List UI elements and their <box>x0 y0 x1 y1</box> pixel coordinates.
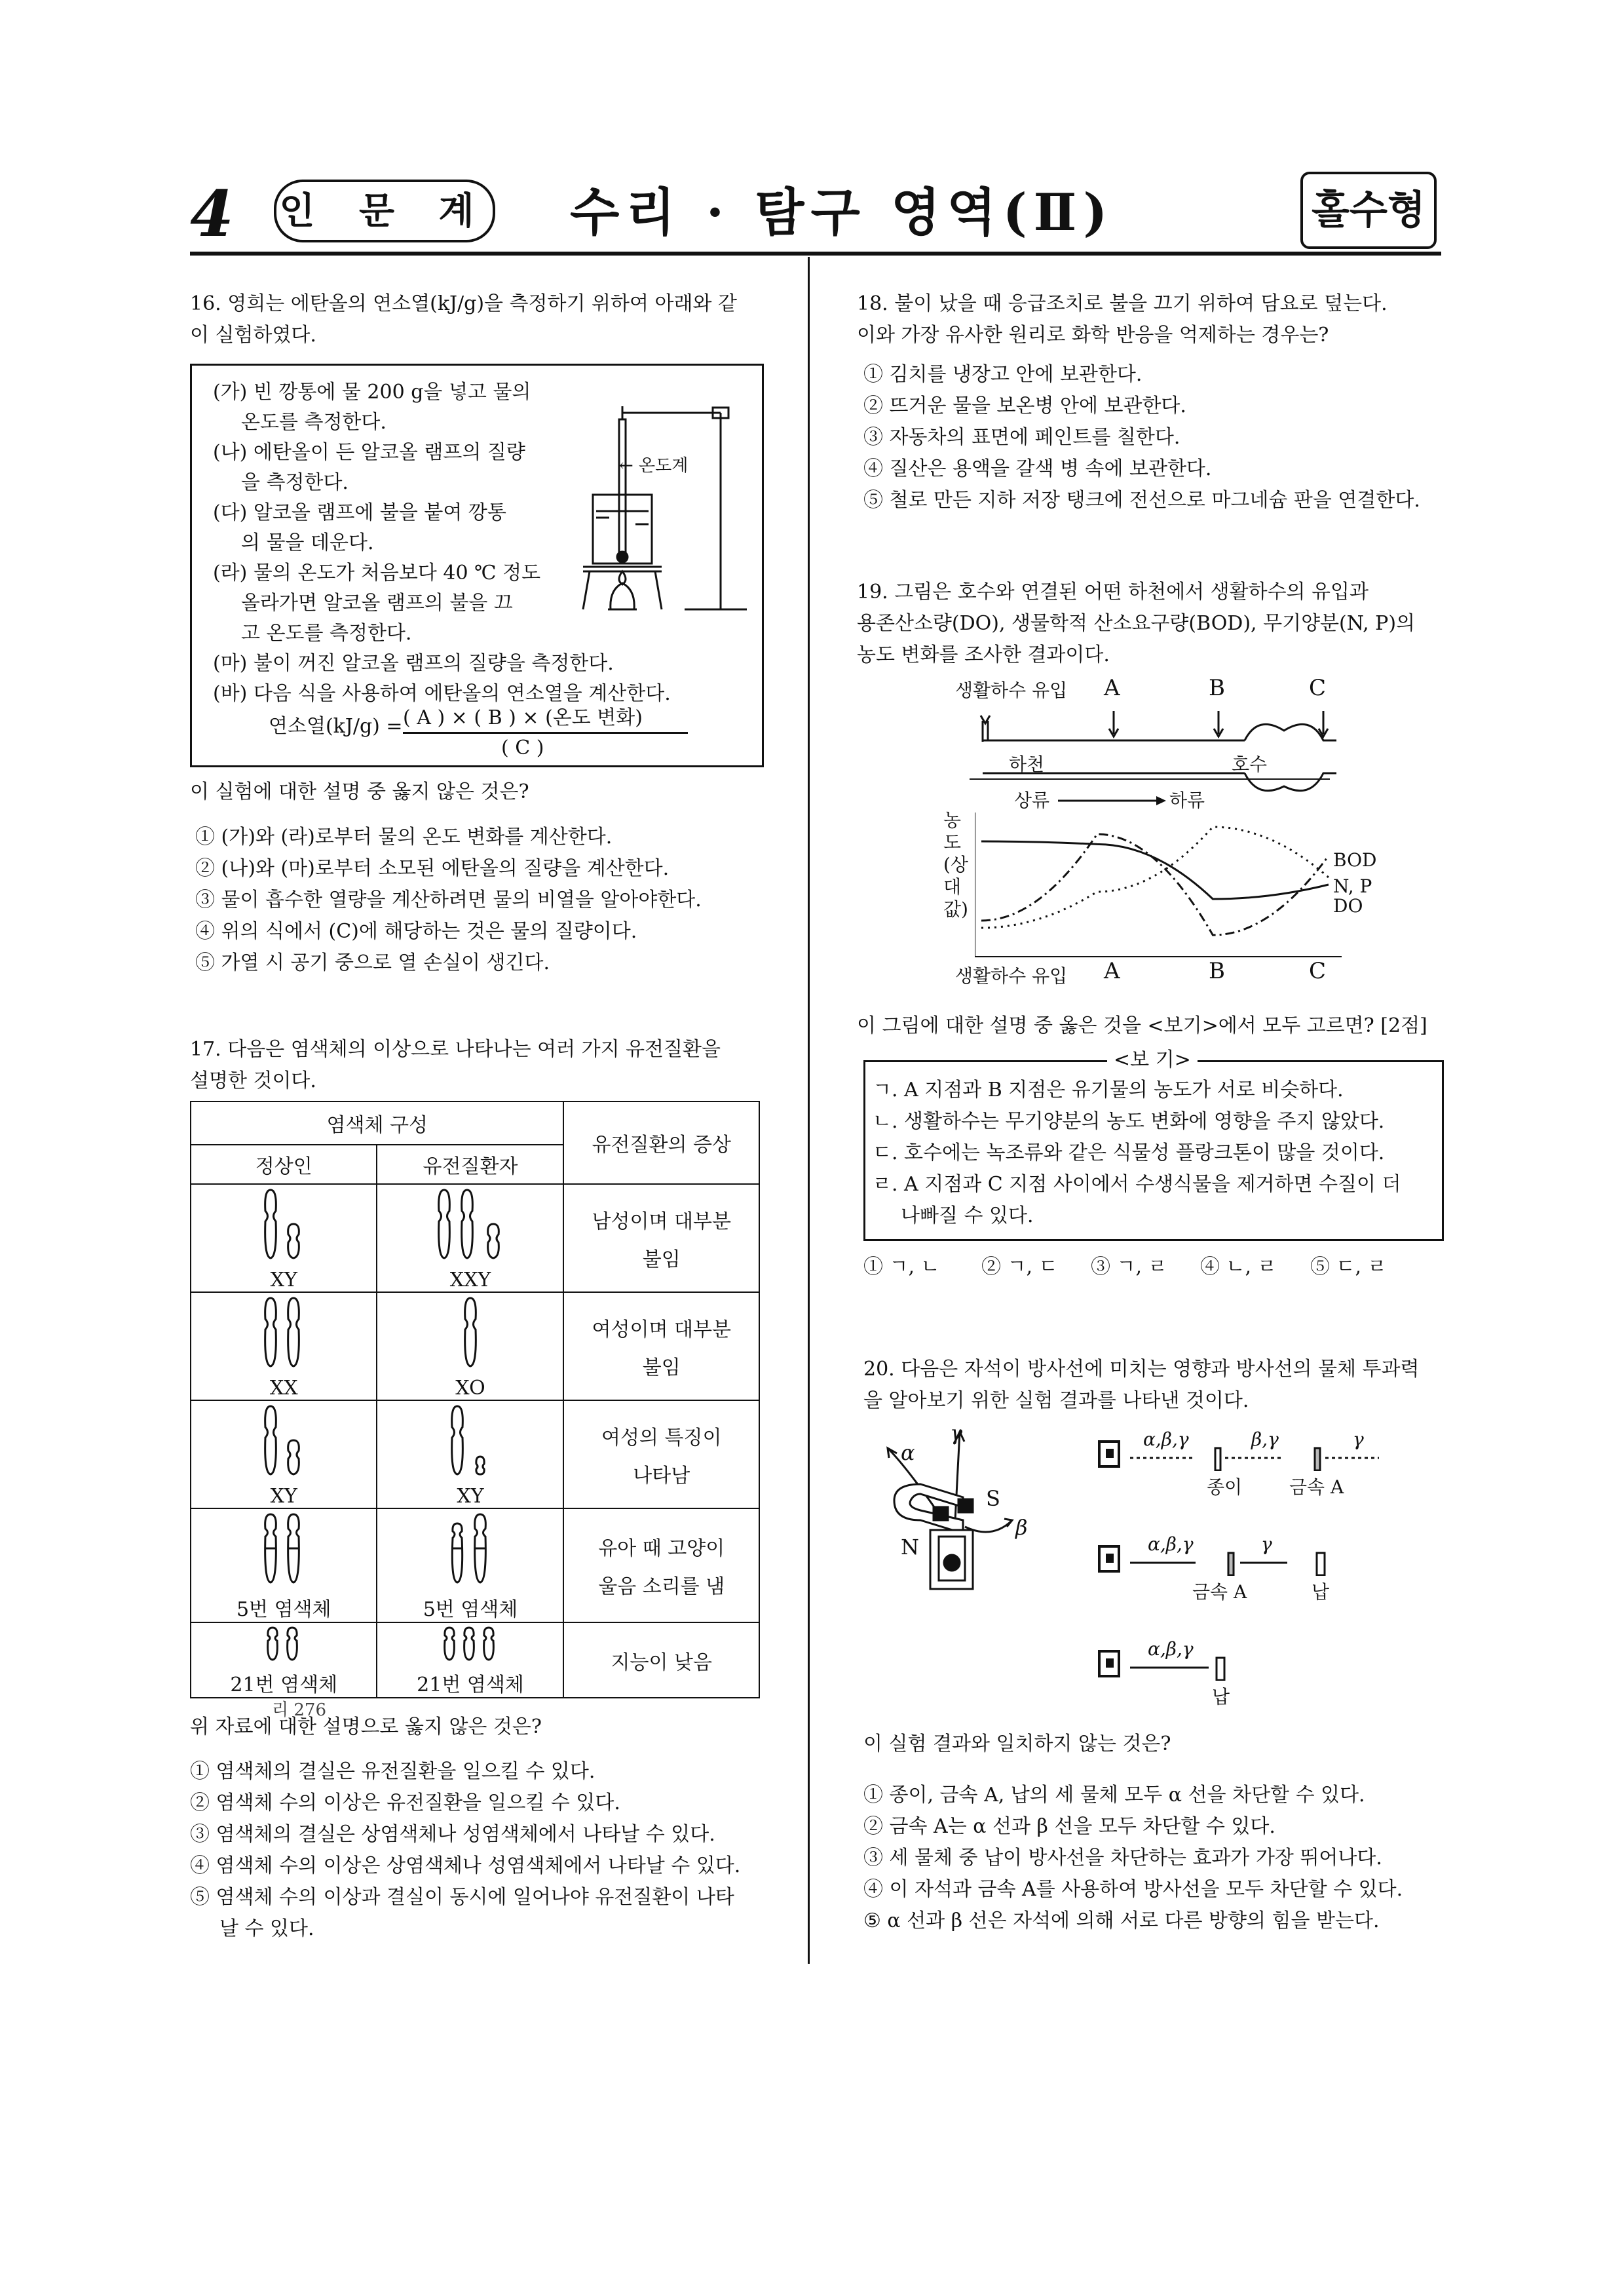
symptom-cell <box>563 1622 759 1698</box>
q20-question: 이 실험 결과와 일치하지 않는 것은? <box>863 1732 1171 1755</box>
q19-option[interactable]: ① ㄱ, ㄴ <box>863 1255 940 1278</box>
magnet-n-pole: N <box>901 1535 919 1559</box>
radiation-source-icon <box>1097 1543 1124 1576</box>
normal-cell <box>191 1508 377 1622</box>
patient-label: XY <box>457 1485 484 1508</box>
table-row <box>191 1622 759 1698</box>
chromosome-xy-defect-figure <box>441 1401 500 1480</box>
bogi-item-continued: 나빠질 수 있다. <box>901 1204 1034 1227</box>
patient-label: XXY <box>449 1269 491 1292</box>
q16-step: (가) 빈 깡통에 물 200 g을 넣고 물의 <box>213 381 531 404</box>
q16-step: (나) 에탄올이 든 알코올 램프의 질량 <box>213 441 525 464</box>
map-river-label: 하천 <box>1009 754 1045 775</box>
magnet-alpha-label: α <box>901 1440 915 1465</box>
normal-label: XX <box>269 1377 298 1400</box>
chart-x-tick-c: C <box>1309 958 1327 984</box>
chart-y-axis-label: 농도 (상대값) <box>943 809 968 920</box>
q16-step: 온도를 측정한다. <box>241 411 387 434</box>
patient-cell <box>377 1292 563 1400</box>
header-rule <box>190 252 1441 256</box>
heating-apparatus-figure <box>570 393 747 616</box>
q16-question: 이 실험에 대한 설명 중 옳지 않은 것은? <box>190 780 529 803</box>
chromosome-21-trisomy-figure <box>431 1624 510 1663</box>
q17-question: 위 자료에 대한 설명으로 옳지 않은 것은? <box>190 1715 542 1738</box>
patient-cell <box>377 1184 563 1292</box>
q20-option[interactable]: ② 금속 A는 α 선과 β 선을 모두 차단할 수 있다. <box>863 1815 1275 1838</box>
chart-x-tick-a: A <box>1104 958 1120 984</box>
q16-step: (마) 불이 꺼진 알코올 램프의 질량을 측정한다. <box>213 652 614 675</box>
q16-step: 올라가면 알코올 램프의 불을 끄 <box>241 592 513 615</box>
exp2-rays-in: α,β,γ <box>1148 1533 1194 1555</box>
track-badge: 인 문 계 <box>274 180 495 242</box>
exp2-beam-figure <box>1130 1550 1333 1576</box>
q16-step: 고 온도를 측정한다. <box>241 622 412 645</box>
exp3-beam-figure <box>1130 1655 1235 1681</box>
bogi-item: ㄷ. 호수에는 녹조류와 같은 식물성 플랑크톤이 많을 것이다. <box>873 1141 1385 1164</box>
exp1-rays-in: α,β,γ <box>1143 1428 1189 1450</box>
map-bottom-line <box>970 778 1330 780</box>
q16-stem-1: 16. 영희는 에탄올의 연소열(kJ/g)을 측정하기 위하여 아래와 같 <box>190 292 737 315</box>
q17-option[interactable]: ③ 염색체의 결실은 상염색체나 성염색체에서 나타날 수 있다. <box>190 1823 715 1846</box>
normal-label: XY <box>270 1269 297 1292</box>
formula-fraction-bar <box>403 732 688 734</box>
q16-step: (바) 다음 식을 사용하여 에탄올의 연소열을 계산한다. <box>213 682 671 705</box>
exp3-rays-in: α,β,γ <box>1148 1638 1194 1660</box>
symptom-cell <box>563 1292 759 1400</box>
chart-x-tick-b: B <box>1209 958 1225 984</box>
q16-step: 을 측정한다. <box>241 471 349 494</box>
stray-marks: 리 276 <box>272 1700 327 1720</box>
table-row <box>191 1400 759 1508</box>
patient-label: 21번 염색체 <box>417 1674 524 1696</box>
patient-cell <box>377 1508 563 1622</box>
q16-option[interactable]: ⑤ 가열 시 공기 중으로 열 손실이 생긴다. <box>195 951 550 974</box>
q20-option[interactable]: ① 종이, 금속 A, 납의 세 물체 모두 α 선을 차단할 수 있다. <box>863 1784 1365 1807</box>
q17-stem-1: 17. 다음은 염색체의 이상으로 나타나는 여러 가지 유전질환을 <box>190 1038 721 1061</box>
patient-label: 5번 염색체 <box>423 1598 518 1621</box>
symptom-cell <box>563 1184 759 1292</box>
exp1-metal-label: 금속 A <box>1289 1476 1344 1498</box>
chromosome-21-figure <box>254 1624 313 1663</box>
table-header-normal: 정상인 <box>191 1145 377 1184</box>
flow-upstream-label: 상류 <box>1014 790 1050 811</box>
q19-question: 이 그림에 대한 설명 중 옳은 것을 <보기>에서 모두 고르면? [2점] <box>857 1014 1427 1037</box>
q17-option[interactable]: ④ 염색체 수의 이상은 상염색체나 성염색체에서 나타날 수 있다. <box>190 1854 741 1877</box>
form-type-badge: 홀수형 <box>1300 172 1437 249</box>
normal-cell <box>191 1184 377 1292</box>
table-row <box>191 1292 759 1400</box>
horseshoe-magnet-figure <box>881 1428 1022 1599</box>
q18-stem-1: 18. 불이 났을 때 응급조치로 불을 끄기 위하여 담요로 덮는다. <box>857 292 1388 315</box>
q16-option[interactable]: ① (가)와 (라)로부터 물의 온도 변화를 계산한다. <box>195 826 613 849</box>
exp1-rays-after-paper: β,γ <box>1251 1428 1279 1450</box>
radiation-source-icon <box>1097 1648 1124 1681</box>
q18-option[interactable]: ② 뜨거운 물을 보온병 안에 보관한다. <box>863 394 1186 417</box>
formula-lhs: 연소열(kJ/g) = <box>269 715 403 738</box>
symptom-cell <box>563 1400 759 1508</box>
page-title: 수리 · 탐구 영역(Ⅱ) <box>570 183 1114 242</box>
chromosome-5-deletion-figure <box>441 1509 500 1588</box>
symptom-cell <box>563 1508 759 1622</box>
map-point-a: A <box>1104 675 1120 701</box>
q19-stem-2: 용존산소량(DO), 생물학적 산소요구량(BOD), 무기양분(N, P)의 <box>857 612 1416 635</box>
series-line-bod <box>981 841 1329 899</box>
exp2-metal-label: 금속 A <box>1192 1581 1247 1603</box>
table-row <box>191 1184 759 1292</box>
q19-stem-1: 19. 그림은 호수와 연결된 어떤 하천에서 생활하수의 유입과 <box>857 581 1369 603</box>
symptom-text: 여성의 특징이 <box>601 1426 722 1449</box>
chart-x-tick-sewage: 생활하수 유입 <box>955 965 1068 987</box>
magnet-gamma-label: γ <box>950 1421 963 1445</box>
legend-do: DO <box>1333 895 1363 917</box>
symptom-text: 불임 <box>642 1248 681 1271</box>
patient-label: XO <box>455 1377 485 1400</box>
q19-option[interactable]: ⑤ ㄷ, ㄹ <box>1310 1255 1387 1278</box>
symptom-text: 지능이 낮음 <box>611 1651 712 1674</box>
q17-option[interactable]: ⑤ 염색체 수의 이상과 결실이 동시에 일어나야 유전질환이 나타 <box>190 1886 734 1909</box>
q20-stem-1: 20. 다음은 자석이 방사선에 미치는 영향과 방사선의 물체 투과력 <box>863 1358 1420 1381</box>
chromosome-xxy-figure <box>428 1185 513 1263</box>
bogi-title: <보 기> <box>1107 1044 1198 1076</box>
table-header-patient: 유전질환자 <box>377 1145 563 1184</box>
map-sewage-label: 생활하수 유입 <box>955 679 1068 701</box>
q19-option[interactable]: ④ ㄴ, ㄹ <box>1200 1255 1277 1278</box>
formula-numerator: ( A ) × ( B ) × (온도 변화) <box>403 706 643 729</box>
bogi-item: ㄴ. 생활하수는 무기양분의 농도 변화에 영향을 주지 않았다. <box>873 1110 1385 1133</box>
q19-stem-3: 농도 변화를 조사한 결과이다. <box>857 643 1110 666</box>
q16-option[interactable]: ② (나)와 (마)로부터 소모된 에탄올의 질량을 계산한다. <box>195 857 670 880</box>
normal-cell <box>191 1400 377 1508</box>
column-divider <box>808 257 810 1964</box>
flow-downstream-label: 하류 <box>1169 790 1205 811</box>
magnet-beta-label: β <box>1015 1515 1028 1540</box>
exp3-lead-label: 납 <box>1212 1686 1230 1708</box>
symptom-text: 나타남 <box>633 1464 690 1487</box>
symptom-text: 불임 <box>642 1356 681 1379</box>
table-header-group: 염색체 구성 <box>191 1101 563 1145</box>
chromosome-table <box>190 1101 760 1698</box>
radiation-source-icon <box>1097 1438 1124 1471</box>
normal-label: XY <box>270 1485 297 1508</box>
q18-option[interactable]: ⑤ 철로 만든 지하 저장 탱크에 전선으로 마그네슘 판을 연결한다. <box>863 489 1420 512</box>
q17-option[interactable]: ② 염색체 수의 이상은 유전질환을 일으킬 수 있다. <box>190 1791 620 1814</box>
flow-arrow-icon <box>1058 794 1169 807</box>
q16-step: (라) 물의 온도가 처음보다 40 ℃ 정도 <box>213 562 541 584</box>
map-point-c: C <box>1309 675 1327 701</box>
exp1-paper-label: 종이 <box>1207 1476 1243 1498</box>
symptom-text: 남성이며 대부분 <box>592 1210 731 1233</box>
table-row <box>191 1508 759 1622</box>
q18-option[interactable]: ④ 질산은 용액을 갈색 병 속에 보관한다. <box>863 457 1212 480</box>
q20-option[interactable]: ④ 이 자석과 금속 A를 사용하여 방사선을 모두 차단할 수 있다. <box>863 1878 1403 1901</box>
q20-option[interactable]: ③ 세 물체 중 납이 방사선을 차단하는 효과가 가장 뛰어나다. <box>863 1846 1382 1869</box>
formula-denominator: ( C ) <box>501 737 544 759</box>
chromosome-xy-figure <box>254 1401 313 1480</box>
q20-option[interactable]: ⑤ α 선과 β 선은 자석에 의해 서로 다른 방향의 힘을 받는다. <box>863 1909 1380 1932</box>
chromosome-5-figure <box>254 1509 313 1588</box>
q18-option[interactable]: ③ 자동차의 표면에 페인트를 칠한다. <box>863 426 1180 449</box>
chromosome-xy-figure <box>254 1185 313 1263</box>
legend-bod: BOD <box>1333 849 1377 871</box>
q17-option-continued: 날 수 있다. <box>219 1917 314 1940</box>
map-lake-label: 호수 <box>1232 754 1268 775</box>
exp1-rays-after-metal: γ <box>1353 1428 1364 1450</box>
concentration-chart <box>975 813 1342 970</box>
q19-option[interactable]: ② ㄱ, ㄷ <box>981 1255 1058 1278</box>
q17-stem-2: 설명한 것이다. <box>190 1069 316 1092</box>
legend-np: N, P <box>1333 875 1372 897</box>
normal-cell <box>191 1622 377 1698</box>
q18-option[interactable]: ① 김치를 냉장고 안에 보관한다. <box>863 363 1142 386</box>
q16-option[interactable]: ④ 위의 식에서 (C)에 해당하는 것은 물의 질량이다. <box>195 920 637 943</box>
symptom-text: 울음 소리를 냄 <box>598 1575 725 1598</box>
patient-cell <box>377 1622 563 1698</box>
bogi-item: ㄱ. A 지점과 B 지점은 유기물의 농도가 서로 비슷하다. <box>873 1079 1344 1101</box>
symptom-text: 여성이며 대부분 <box>592 1318 731 1341</box>
exp2-lead-label: 납 <box>1312 1581 1330 1603</box>
q20-stem-2: 을 알아보기 위한 실험 결과를 나타낸 것이다. <box>863 1389 1249 1412</box>
page-number: 4 <box>190 177 234 251</box>
q17-option[interactable]: ① 염색체의 결실은 유전질환을 일으킬 수 있다. <box>190 1760 595 1783</box>
exp2-rays-after-metal: γ <box>1261 1533 1272 1555</box>
map-point-b: B <box>1209 675 1225 701</box>
normal-cell <box>191 1292 377 1400</box>
q16-step: 의 물을 데운다. <box>241 531 374 554</box>
symptom-text: 유아 때 고양이 <box>598 1537 725 1560</box>
q18-stem-2: 이와 가장 유사한 원리로 화학 반응을 억제하는 경우는? <box>857 324 1329 347</box>
magnet-s-pole: S <box>986 1486 1000 1511</box>
table-header-symptom: 유전질환의 증상 <box>563 1101 759 1184</box>
q16-step: (다) 알코올 램프에 불을 붙여 깡통 <box>213 501 506 524</box>
q19-option[interactable]: ③ ㄱ, ㄹ <box>1091 1255 1167 1278</box>
patient-cell <box>377 1400 563 1508</box>
chromosome-xo-figure <box>451 1293 490 1371</box>
q16-stem-2: 이 실험하였다. <box>190 324 316 347</box>
bogi-item: ㄹ. A 지점과 C 지점 사이에서 수생식물을 제거하면 수질이 더 <box>873 1173 1401 1196</box>
normal-label: 5번 염색체 <box>236 1598 331 1621</box>
thermometer-label: ← 온도계 <box>619 456 689 476</box>
normal-label: 21번 염색체 <box>230 1674 338 1696</box>
chromosome-xx-figure <box>254 1293 313 1371</box>
q16-option[interactable]: ③ 물이 흡수한 열량을 계산하려면 물의 비열을 알아야한다. <box>195 889 702 911</box>
